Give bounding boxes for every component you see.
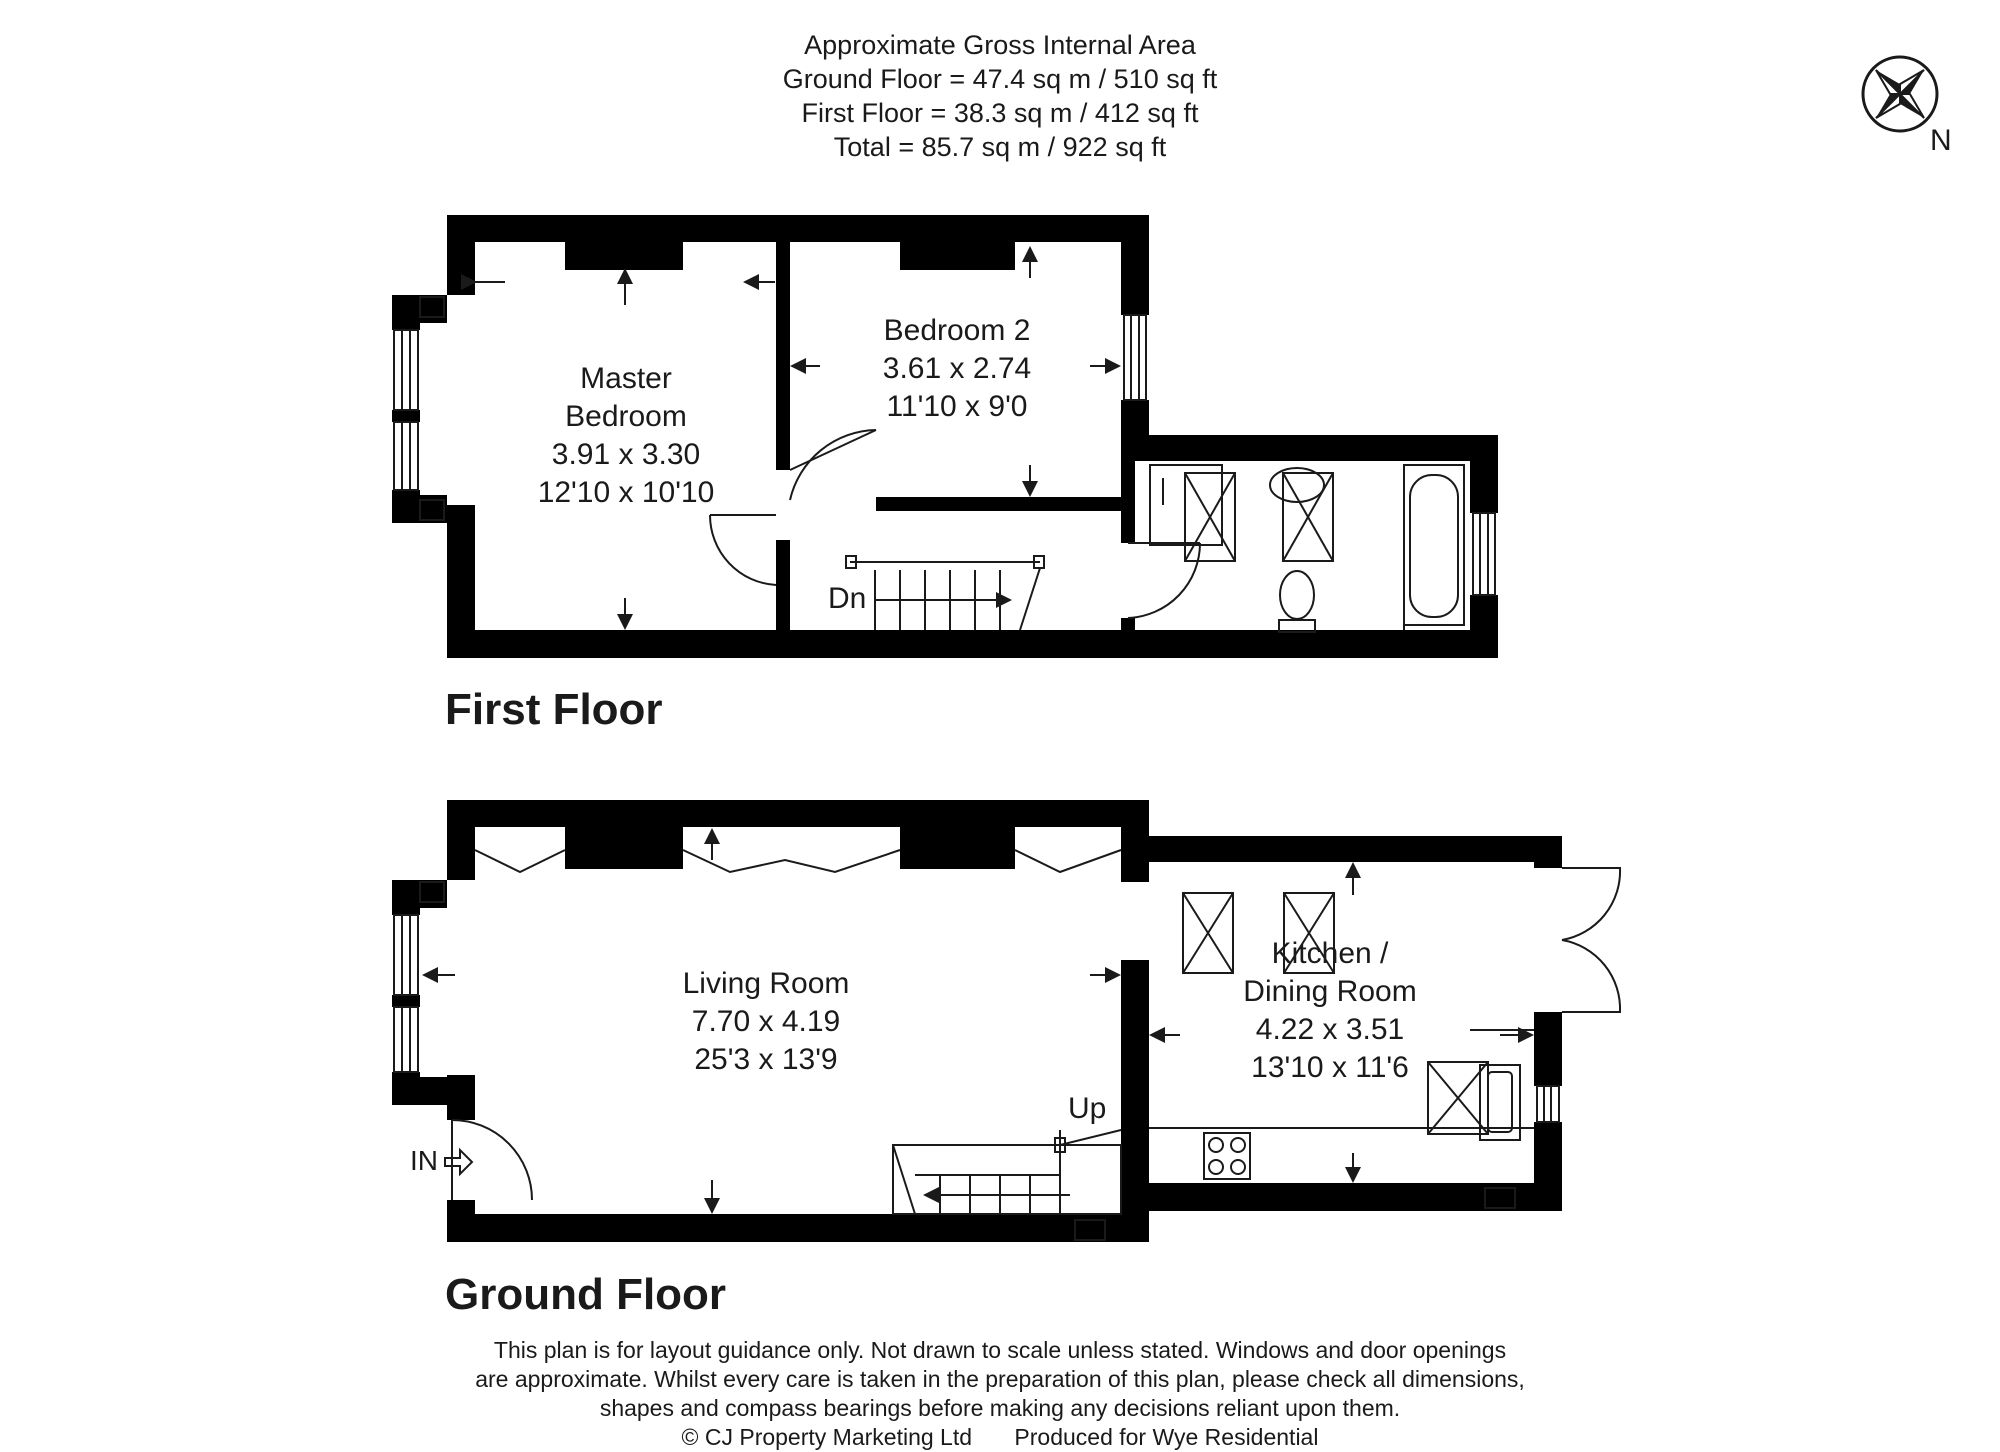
kitchen-label: Kitchen / [1271, 937, 1389, 970]
produced-for-text: Produced for Wye Residential [1014, 1424, 1319, 1450]
ground-floor-heading: Ground Floor [445, 1270, 727, 1319]
disclaimer-line: shapes and compass bearings before making any decisions reliant upon them. [599, 1395, 1401, 1421]
total-area: Total = 85.7 sq m / 922 sq ft [833, 132, 1167, 162]
kitchen-imperial: 13'10 x 11'6 [1251, 1051, 1409, 1084]
master-bedroom-metric: 3.91 x 3.30 [551, 438, 701, 471]
bedroom-2-imperial: 11'10 x 9'0 [886, 390, 1028, 423]
ground-floor-plan [392, 800, 1620, 1242]
disclaimer-line: are approximate. Whilst every care is taken in the preparation of this plan, please check all dimensions, [475, 1366, 1525, 1392]
first-floor-heading: First Floor [445, 685, 663, 734]
credit-line [0, 1423, 2000, 1452]
compass-north-label: N [1930, 124, 1952, 157]
living-room-label: Living Room [682, 967, 850, 1000]
master-bedroom-label-2: Bedroom [565, 400, 687, 433]
first-floor-area: First Floor = 38.3 sq m / 412 sq ft [801, 98, 1199, 128]
kitchen-metric: 4.22 x 3.51 [1255, 1013, 1405, 1046]
master-bedroom-imperial: 12'10 x 10'10 [537, 476, 715, 509]
first-floor-plan [392, 215, 1498, 658]
bedroom-2-label: Bedroom 2 [883, 314, 1031, 347]
living-room-imperial: 25'3 x 13'9 [694, 1043, 838, 1076]
stairs-up-label: Up [1068, 1092, 1107, 1125]
stairs-down-label: Dn [828, 582, 867, 615]
kitchen-label-2: Dining Room [1243, 975, 1417, 1008]
disclaimer [0, 1336, 2000, 1452]
living-room-metric: 7.70 x 4.19 [691, 1005, 841, 1038]
area-heading: Approximate Gross Internal Area [804, 30, 1196, 60]
entrance-label: IN [410, 1145, 438, 1176]
disclaimer-line: This plan is for layout guidance only. Not drawn to scale unless stated. Windows and door openings [493, 1337, 1507, 1363]
copyright-text: © CJ Property Marketing Ltd [681, 1424, 973, 1450]
bedroom-2-metric: 3.61 x 2.74 [882, 352, 1032, 385]
master-bedroom-label: Master [580, 362, 672, 395]
ground-floor-area: Ground Floor = 47.4 sq m / 510 sq ft [782, 64, 1218, 94]
